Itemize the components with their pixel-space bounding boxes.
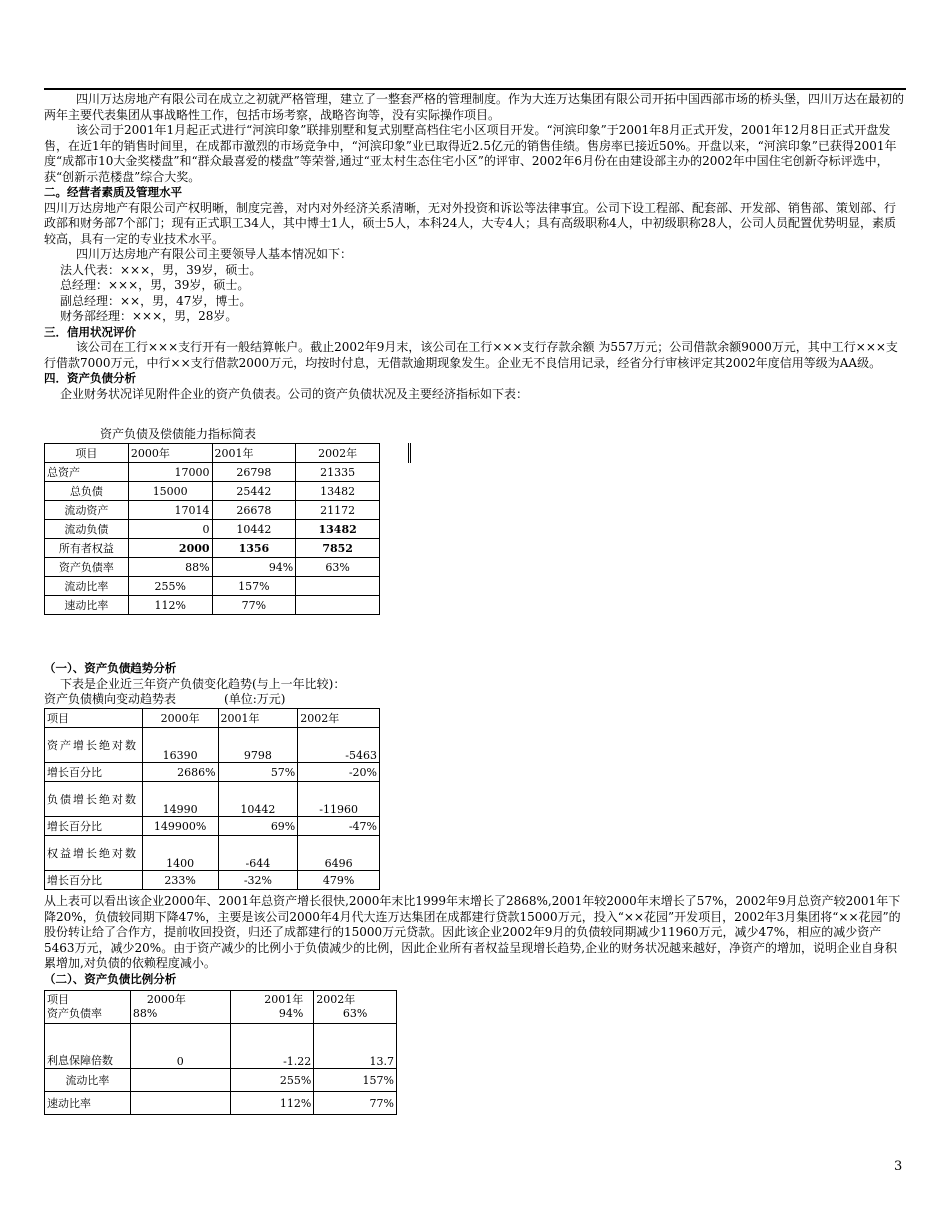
table-header-cell: [314, 991, 397, 1024]
trend-heading: （一）、资产负债趋势分析: [44, 661, 177, 675]
ratio-sub-value: 63%: [342, 1007, 368, 1020]
table-header-cell: 2000年: [128, 444, 212, 463]
table-cell: -32%: [218, 871, 298, 890]
trend-table-caption: 资产负债横向变动趋势表: [44, 692, 177, 706]
table-header-cell: [230, 991, 314, 1024]
table-row: [45, 871, 380, 890]
page-number: 3: [894, 1159, 903, 1174]
table-cell: 增长百分比: [45, 817, 143, 836]
table-row: [45, 520, 380, 539]
leader-item: 总经理：×××，男，39岁，硕士。: [60, 278, 250, 292]
table-cell: 利息保障倍数: [45, 1024, 131, 1069]
trend-intro: 下表是企业近三年资产负债变化趋势(与上一年比较)：: [60, 676, 346, 691]
leader-item: 法人代表：×××，男，39岁，硕士。: [60, 262, 262, 277]
table-row: [45, 596, 380, 615]
table-cell: 资产增长绝对数: [45, 728, 143, 763]
table-cell: 77%: [212, 596, 296, 615]
ratio-sub-value: 88%: [132, 1007, 158, 1020]
table-header-cell: [45, 991, 131, 1024]
table-cell: 157%: [314, 1069, 397, 1092]
intro-paragraph-1: 四川万达房地产有限公司在成立之初就严格管理，建立了一整套严格的管理制度。作为大连万达集团有限公司开拓中国西部市场的桥头堡，四川万达在最初的两年主要代表集团从事战略性工作，包括市场考察，战略咨询等，没有实际操作项目。: [44, 92, 905, 122]
trend-analysis-paragraph: 从上表可以看出该企业2000年、2001年总资产增长很快,2000年末比1999年末增长了2868%,2001年较2000年末增长了57%，2002年9月总资产较2001年下降20%，负债较同期下降47%，主要是该公司2000年4月代大连万达集团在成都建行贷款15000万元，投入“××花园”开发项目，2002年3月集团将“××花园”的股份转让给了合作方，提前收回投资，归还了成都建行的15000万元贷款。因此该企业2002年9月的负债较同期减少11960万元，减少47%，相应的减少资产5463万元，减少20%。由于资产减少的比例小于负债减少的比例，因此企业所有者权益呈现增长趋势,企业的财务状况越来越好，净资产的增加，说明企业自身积累增加,对负债的依赖程度减小。: [44, 894, 901, 970]
table-header-cell: 2002年: [298, 709, 380, 728]
table-cell: 流动负债: [45, 520, 129, 539]
table-cell: 17014: [128, 501, 212, 520]
header-rule: [44, 88, 906, 90]
table-cell: 13482: [296, 482, 380, 501]
table-cell: 69%: [218, 817, 298, 836]
ratio-header-label: 项目: [47, 993, 69, 1006]
table-header-cell: 项目: [45, 709, 143, 728]
table-cell: 157%: [212, 577, 296, 596]
section-2-paragraph: 四川万达房地产有限公司产权明晰，制度完善，对内对外经济关系清晰，无对外投资和诉讼等法律事宜。公司下设工程部、配套部、开发部、销售部、策划部、行政部和财务部7个部门；现有正式职工34人，其中博士1人，硕士5人，本科24人，大专4人；具有高级职称4人，中初级职称28人，公司人员配置优势明显，素质较高，具有一定的专业技术水平。: [44, 200, 897, 246]
table-cell: -644: [218, 836, 298, 871]
table-cell: [296, 577, 380, 596]
trend-caption-line: [44, 692, 906, 708]
table-header-cell: 2002年: [296, 444, 380, 463]
table-cell: 10442: [212, 520, 296, 539]
table-cell: 增长百分比: [45, 763, 143, 782]
table-cell: 6496: [298, 836, 380, 871]
table-cell: 26798: [212, 463, 296, 482]
table-row: [45, 991, 397, 1024]
table-cell: 112%: [128, 596, 212, 615]
trend-section: [44, 661, 906, 708]
table-cell: 94%: [212, 558, 296, 577]
table-1-caption: 资产负债及偿债能力指标简表: [100, 427, 257, 441]
trend-table: [44, 708, 380, 890]
table-cell: 9798: [218, 728, 298, 763]
trend-table-unit: (单位:万元): [224, 692, 286, 706]
table-cell: 88%: [128, 558, 212, 577]
table-row: [45, 763, 380, 782]
intro-section: [44, 92, 906, 402]
table-cell: -1.22: [230, 1024, 314, 1069]
table-row: [45, 501, 380, 520]
leaders-intro: 四川万达房地产有限公司主要领导人基本情况如下：: [76, 247, 353, 261]
table-row: [45, 444, 380, 463]
table-cell: 1400: [142, 836, 218, 871]
table-cell: 2000: [128, 539, 212, 558]
table-row: [45, 782, 380, 817]
table-row: [45, 709, 380, 728]
table-cell: 速动比率: [45, 596, 129, 615]
table-cell: 0: [130, 1024, 230, 1069]
table-cell: 0: [128, 520, 212, 539]
trend-analysis-section: [44, 894, 906, 987]
table-cell: 21335: [296, 463, 380, 482]
table-cell: [296, 596, 380, 615]
table-cell: 流动资产: [45, 501, 129, 520]
table-row: [45, 558, 380, 577]
table-cell: 13.7: [314, 1024, 397, 1069]
table-cell: 总负债: [45, 482, 129, 501]
section-4-paragraph: 企业财务状况详见附件企业的资产负债表。公司的资产负债状况及主要经济指标如下表：: [60, 386, 529, 401]
table-cell: 流动比率: [45, 577, 129, 596]
table-cell: -11960: [298, 782, 380, 817]
table-cell: 总资产: [45, 463, 129, 482]
table-cell: 1356: [212, 539, 296, 558]
table-cell: 权益增长绝对数: [45, 836, 143, 871]
table-cell: 112%: [230, 1092, 314, 1115]
section-3-paragraph: 该公司在工行×××支行开有一般结算帐户。截止2002年9月末，该公司在工行×××支行存款余额 为557万元；公司借款余额9000万元，其中工行×××支行借款7000万元，中行××支行借款2000万元，均按时付息，无借款逾期现象发生。企业无不良信用记录，经省分行审核评定其2002年度信用等级为AA级。: [44, 340, 898, 370]
intro-paragraph-2: 该公司于2001年1月起正式进行“河滨印象”联排别墅和复式别墅高档住宅小区项目开发。“河滨印象”于2001年8月正式开发，2001年12月8日正式开盘发售，在近1年的销售时间里，在成都市激烈的市场竞争中，“河滨印象”业已取得近2.5亿元的销售佳绩。售房率已接近50%。开盘以来，“河滨印象”已获得2001年度“成都市10大金奖楼盘”和“群众最喜爱的楼盘”等荣誉,通过“亚太村生态住宅小区”的评审、2002年6月份在由建设部主办的2002年中国住宅创新夺标评选中，获“创新示范楼盘”综合大奖。: [44, 123, 897, 184]
table-cell: 17000: [128, 463, 212, 482]
ratio-heading: （二）、资产负债比例分析: [44, 971, 177, 986]
table-cell: 77%: [314, 1092, 397, 1115]
table-header-cell: 2001年: [218, 709, 298, 728]
table-row: [45, 482, 380, 501]
ratio-header-year: 2000年: [146, 993, 186, 1006]
table-cell: 26678: [212, 501, 296, 520]
table-cell: [130, 1069, 230, 1092]
table-row: [45, 836, 380, 871]
table-cell: 增长百分比: [45, 871, 143, 890]
table-cell: 所有者权益: [45, 539, 129, 558]
table-cell: 2686%: [142, 763, 218, 782]
table-1: [44, 443, 380, 615]
table-row: [45, 1092, 397, 1115]
table-cell: 14990: [142, 782, 218, 817]
table-row: [45, 1024, 397, 1069]
table-row: [45, 817, 380, 836]
leader-item: 财务部经理：×××，男，28岁。: [60, 309, 238, 323]
table-cell: 233%: [142, 871, 218, 890]
ratio-header-year: 2001年: [264, 993, 304, 1006]
table-cell: 15000: [128, 482, 212, 501]
table-cell: 7852: [296, 539, 380, 558]
leader-item: 副总经理：××，男，47岁，博士。: [60, 293, 252, 308]
table-cell: 10442: [218, 782, 298, 817]
section-2-heading: 二。经营者素质及管理水平: [44, 185, 182, 199]
table-row: [45, 577, 380, 596]
table-cell: 13482: [296, 520, 380, 539]
table-cell: 255%: [230, 1069, 314, 1092]
ratio-table: [44, 990, 397, 1115]
table-cell: 16390: [142, 728, 218, 763]
table-cell: 479%: [298, 871, 380, 890]
ratio-header-year: 2002年: [316, 993, 356, 1006]
table-cell: 57%: [218, 763, 298, 782]
table-cell: 21172: [296, 501, 380, 520]
ratio-sub-value: 94%: [278, 1007, 304, 1020]
table-row: [45, 1069, 397, 1092]
table-cell: 资产负债率: [45, 558, 129, 577]
table-cell: -47%: [298, 817, 380, 836]
table-row: [45, 539, 380, 558]
table-cell: 负债增长绝对数: [45, 782, 143, 817]
table-1-edge-mark: [408, 443, 411, 463]
table-cell: 149900%: [142, 817, 218, 836]
table-cell: 25442: [212, 482, 296, 501]
table-header-cell: 2000年: [142, 709, 218, 728]
table-header-cell: [130, 991, 230, 1024]
table-cell: 63%: [296, 558, 380, 577]
table-cell: 流动比率: [45, 1069, 131, 1092]
table-cell: [130, 1092, 230, 1115]
table-row: [45, 728, 380, 763]
table-cell: 255%: [128, 577, 212, 596]
table-header-cell: 2001年: [212, 444, 296, 463]
section-4-heading: 四．资产负债分析: [44, 371, 136, 385]
table-row: [45, 463, 380, 482]
table-cell: -20%: [298, 763, 380, 782]
table-cell: -5463: [298, 728, 380, 763]
table-cell: 速动比率: [45, 1092, 131, 1115]
ratio-subheader-label: 资产负债率: [47, 1007, 102, 1020]
section-3-heading: 三．信用状况评价: [44, 324, 136, 339]
table-header-cell: 项目: [45, 444, 129, 463]
